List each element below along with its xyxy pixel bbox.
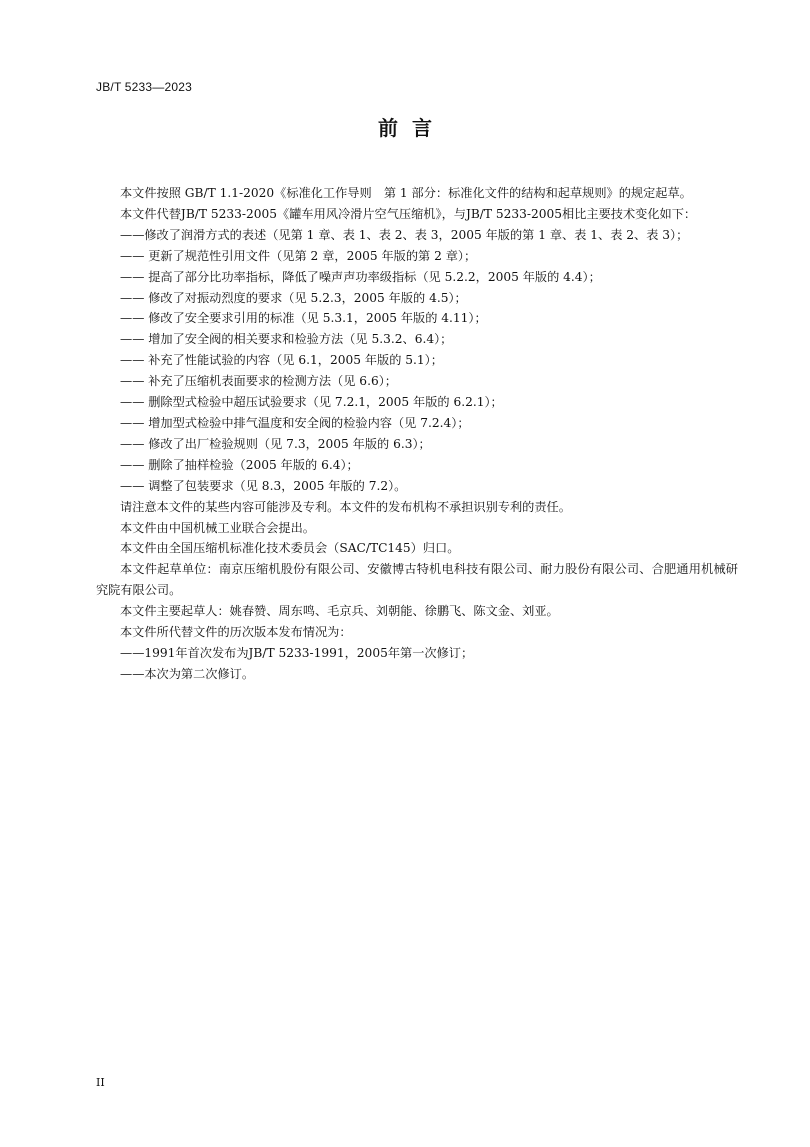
paragraph-drafters: 本文件主要起草人：姚春赞、周东鸣、毛京兵、刘朝能、徐鹏飞、陈文金、刘亚。 xyxy=(120,604,559,619)
change-item: —— 增加了安全阀的相关要求和检验方法（见 5.3.2、6.4）； xyxy=(120,332,453,347)
change-item: —— 补充了性能试验的内容（见 6.1，2005 年版的 5.1）； xyxy=(120,353,443,368)
change-item: ——修改了润滑方式的表述（见第 1 章、表 1、表 2、表 3，2005 年版的第 1 章、表 1、表 2、表 3）； xyxy=(120,227,689,242)
document-code: JB/T 5233—2023 xyxy=(96,80,192,94)
change-item: —— 调整了包装要求（见 8.3，2005 年版的 7.2）。 xyxy=(120,478,407,493)
change-item: —— 修改了对振动烈度的要求（见 5.2.3，2005 年版的 4.5）； xyxy=(120,290,467,305)
paragraph-replaces: 本文件代替JB/T 5233-2005《罐车用风冷滑片空气压缩机》，与JB/T 5233-2005相比主要技术变化如下： xyxy=(120,206,697,221)
history-item: ——本次为第二次修订。 xyxy=(120,666,255,681)
paragraph-centralized-by: 本文件由全国压缩机标准化技术委员会（SAC/TC145）归口。 xyxy=(120,541,460,556)
paragraph-proposed-by: 本文件由中国机械工业联合会提出。 xyxy=(120,520,315,535)
change-item: —— 补充了压缩机表面要求的检测方法（见 6.6）； xyxy=(120,374,397,389)
page-number: II xyxy=(96,1076,105,1089)
change-item: —— 增加型式检验中排气温度和安全阀的检验内容（见 7.2.4）； xyxy=(120,415,470,430)
paragraph-drafting-units: 本文件起草单位：南京压缩机股份有限公司、安徽博古特机电科技有限公司、耐力股份有限公司、合肥通用机械研究院有限公司。 xyxy=(96,562,738,598)
change-item: —— 修改了出厂检验规则（见 7.3，2005 年版的 6.3）； xyxy=(120,436,431,451)
paragraph-patent-notice: 请注意本文件的某些内容可能涉及专利。本文件的发布机构不承担识别专利的责任。 xyxy=(120,499,571,514)
change-item: —— 更新了规范性引用文件（见第 2 章，2005 年版的第 2 章）； xyxy=(120,248,477,263)
change-item: —— 删除了抽样检验（2005 年版的 6.4）； xyxy=(120,457,359,472)
change-item: —— 修改了安全要求引用的标准（见 5.3.1，2005 年版的 4.11）； xyxy=(120,311,487,326)
paragraph-history-intro: 本文件所代替文件的历次版本发布情况为： xyxy=(120,625,352,640)
change-item: —— 删除型式检验中超压试验要求（见 7.2.1，2005 年版的 6.2.1）； xyxy=(120,395,503,410)
history-item: ——1991年首次发布为JB/T 5233-1991，2005年第一次修订； xyxy=(120,645,474,660)
change-item: —— 提高了部分比功率指标，降低了噪声声功率级指标（见 5.2.2，2005 年版的 4.4）； xyxy=(120,269,601,284)
foreword-body xyxy=(96,183,738,685)
page-title: 前言 xyxy=(378,116,446,140)
paragraph-drafting-rules: 本文件按照 GB/T 1.1-2020《标准化工作导则 第 1 部分：标准化文件的结构和起草规则》的规定起草。 xyxy=(120,186,692,200)
